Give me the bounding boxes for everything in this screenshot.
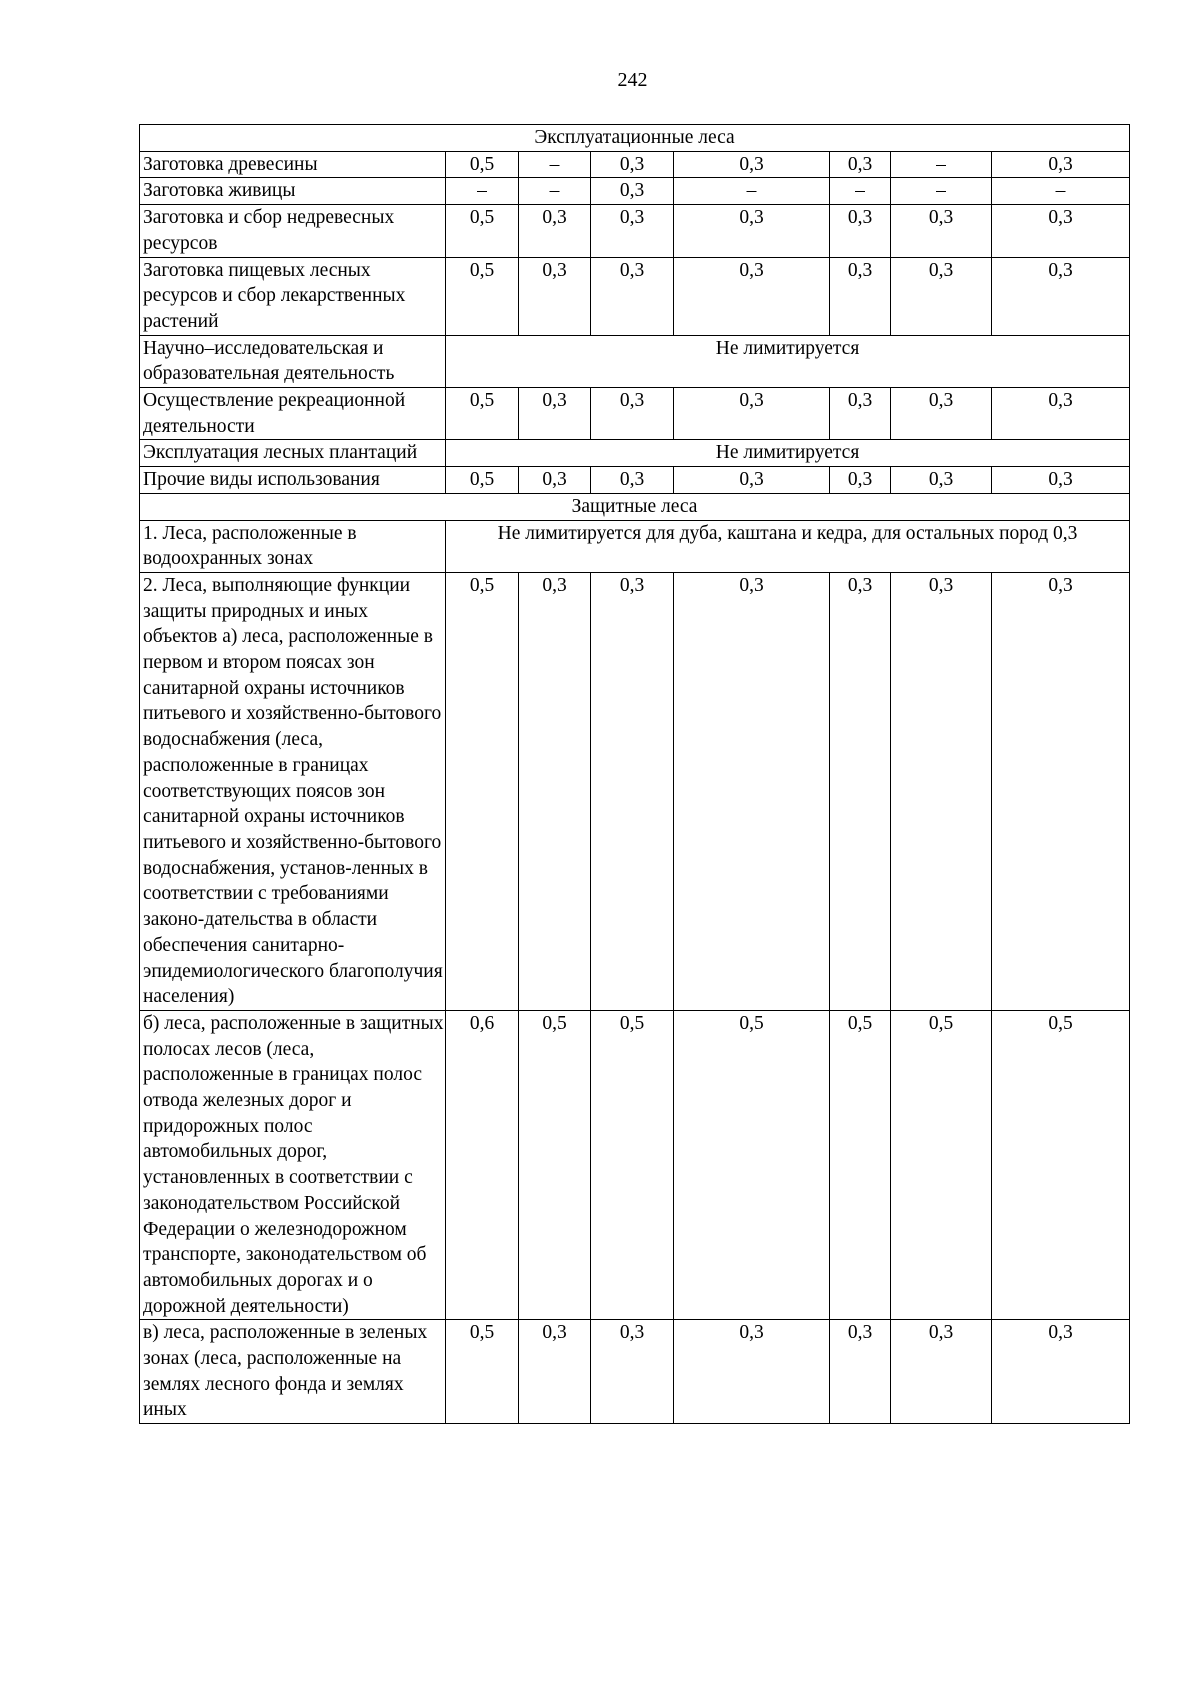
value-cell: 0,3 [830, 205, 891, 257]
merged-value-cell: Не лимитируется [446, 440, 1130, 467]
table-row [140, 467, 1130, 494]
value-cell: 0,3 [830, 1320, 891, 1424]
value-cell: 0,5 [446, 388, 519, 440]
section-header-row [140, 125, 1130, 152]
value-cell: 0,5 [830, 1010, 891, 1319]
row-label: в) леса, расположенные в зеленых зонах (леса, расположенные на землях лесного фонда и землях иных [140, 1320, 446, 1424]
value-cell: 0,3 [891, 388, 992, 440]
row-label: Заготовка живицы [140, 178, 446, 205]
row-label: Заготовка пищевых лесных ресурсов и сбор лекарственных растений [140, 257, 446, 335]
row-label: Прочие виды использования [140, 467, 446, 494]
value-cell: 0,3 [830, 572, 891, 1010]
value-cell: 0,5 [992, 1010, 1130, 1319]
value-cell: 0,5 [446, 205, 519, 257]
value-cell: 0,3 [992, 388, 1130, 440]
table-row [140, 205, 1130, 257]
value-cell: 0,5 [446, 257, 519, 335]
row-label: 2. Леса, выполняющие функции защиты природных и иных объектов а) леса, расположенные в первом и втором поясах зон санитарной охраны источников питьевого и хозяйственно-бытового водоснабжения (леса, расположенные в границах соответствующих поясов зон санитарной охраны источников питьевого и хозяйственно-бытового водоснабжения, установ-ленных в соответствии с требованиями законо-дательства в области обеспечения санитарно-эпидемиологического благополучия населения) [140, 572, 446, 1010]
value-cell: – [519, 178, 591, 205]
value-cell: 0,3 [591, 467, 674, 494]
value-cell: 0,5 [591, 1010, 674, 1319]
value-cell: – [891, 178, 992, 205]
table-row [140, 388, 1130, 440]
value-cell: – [446, 178, 519, 205]
value-cell: 0,3 [674, 1320, 830, 1424]
table-row [140, 178, 1130, 205]
value-cell: 0,3 [830, 257, 891, 335]
value-cell: 0,3 [591, 572, 674, 1010]
table-row [140, 335, 1130, 387]
value-cell: 0,3 [891, 467, 992, 494]
value-cell: 0,3 [830, 151, 891, 178]
value-cell: 0,3 [674, 388, 830, 440]
value-cell: 0,3 [519, 1320, 591, 1424]
value-cell: 0,3 [992, 257, 1130, 335]
value-cell: 0,3 [591, 257, 674, 335]
value-cell: 0,3 [992, 572, 1130, 1010]
value-cell: 0,3 [891, 1320, 992, 1424]
row-label: 1. Леса, расположенные в водоохранных зонах [140, 520, 446, 572]
value-cell: 0,3 [830, 467, 891, 494]
value-cell: 0,3 [674, 205, 830, 257]
value-cell: 0,3 [674, 572, 830, 1010]
row-label: Научно–исследовательская и образовательная деятельность [140, 335, 446, 387]
page-number: 242 [617, 69, 648, 91]
table-row [140, 1010, 1130, 1319]
table-body [140, 125, 1130, 1424]
section-title: Эксплуатационные леса [140, 125, 1130, 152]
value-cell: 0,3 [674, 467, 830, 494]
value-cell: 0,3 [992, 1320, 1130, 1424]
table-row [140, 440, 1130, 467]
row-label: Эксплуатация лесных плантаций [140, 440, 446, 467]
value-cell: – [519, 151, 591, 178]
row-label: Заготовка и сбор недревесных ресурсов [140, 205, 446, 257]
value-cell: 0,3 [992, 205, 1130, 257]
value-cell: 0,3 [591, 178, 674, 205]
value-cell: – [674, 178, 830, 205]
value-cell: – [891, 151, 992, 178]
value-cell: 0,3 [591, 388, 674, 440]
value-cell: 0,3 [591, 1320, 674, 1424]
value-cell: 0,3 [891, 205, 992, 257]
value-cell: 0,3 [891, 572, 992, 1010]
row-label: Осуществление рекреационной деятельности [140, 388, 446, 440]
merged-value-cell: Не лимитируется [446, 335, 1130, 387]
forest-use-table [139, 124, 1130, 1424]
value-cell: 0,6 [446, 1010, 519, 1319]
value-cell: 0,5 [446, 151, 519, 178]
value-cell: 0,5 [446, 1320, 519, 1424]
value-cell: – [830, 178, 891, 205]
value-cell: 0,3 [830, 388, 891, 440]
value-cell: 0,3 [992, 151, 1130, 178]
section-header-row [140, 493, 1130, 520]
value-cell: 0,3 [591, 205, 674, 257]
row-label: б) леса, расположенные в защитных полосах лесов (леса, расположенные в границах полос отвода железных дорог и придорожных полос автомобильных дорог, установленных в соответствии с законодательством Российской Федерации о железнодорожном транспорте, законодательством об автомобильных дорогах и о дорожной деятельности) [140, 1010, 446, 1319]
value-cell: 0,3 [674, 257, 830, 335]
value-cell: 0,3 [674, 151, 830, 178]
value-cell: 0,5 [674, 1010, 830, 1319]
value-cell: 0,5 [519, 1010, 591, 1319]
table-row [140, 257, 1130, 335]
value-cell: 0,5 [891, 1010, 992, 1319]
value-cell: 0,3 [519, 572, 591, 1010]
value-cell: 0,3 [591, 151, 674, 178]
table-row [140, 520, 1130, 572]
value-cell: – [992, 178, 1130, 205]
value-cell: 0,3 [891, 257, 992, 335]
value-cell: 0,3 [519, 257, 591, 335]
value-cell: 0,3 [519, 467, 591, 494]
merged-value-cell: Не лимитируется для дуба, каштана и кедра, для остальных пород 0,3 [446, 520, 1130, 572]
value-cell: 0,3 [519, 205, 591, 257]
value-cell: 0,3 [519, 388, 591, 440]
value-cell: 0,5 [446, 572, 519, 1010]
table-row [140, 572, 1130, 1010]
section-title: Защитные леса [140, 493, 1130, 520]
row-label: Заготовка древесины [140, 151, 446, 178]
value-cell: 0,3 [992, 467, 1130, 494]
table-row [140, 1320, 1130, 1424]
value-cell: 0,5 [446, 467, 519, 494]
table-row [140, 151, 1130, 178]
